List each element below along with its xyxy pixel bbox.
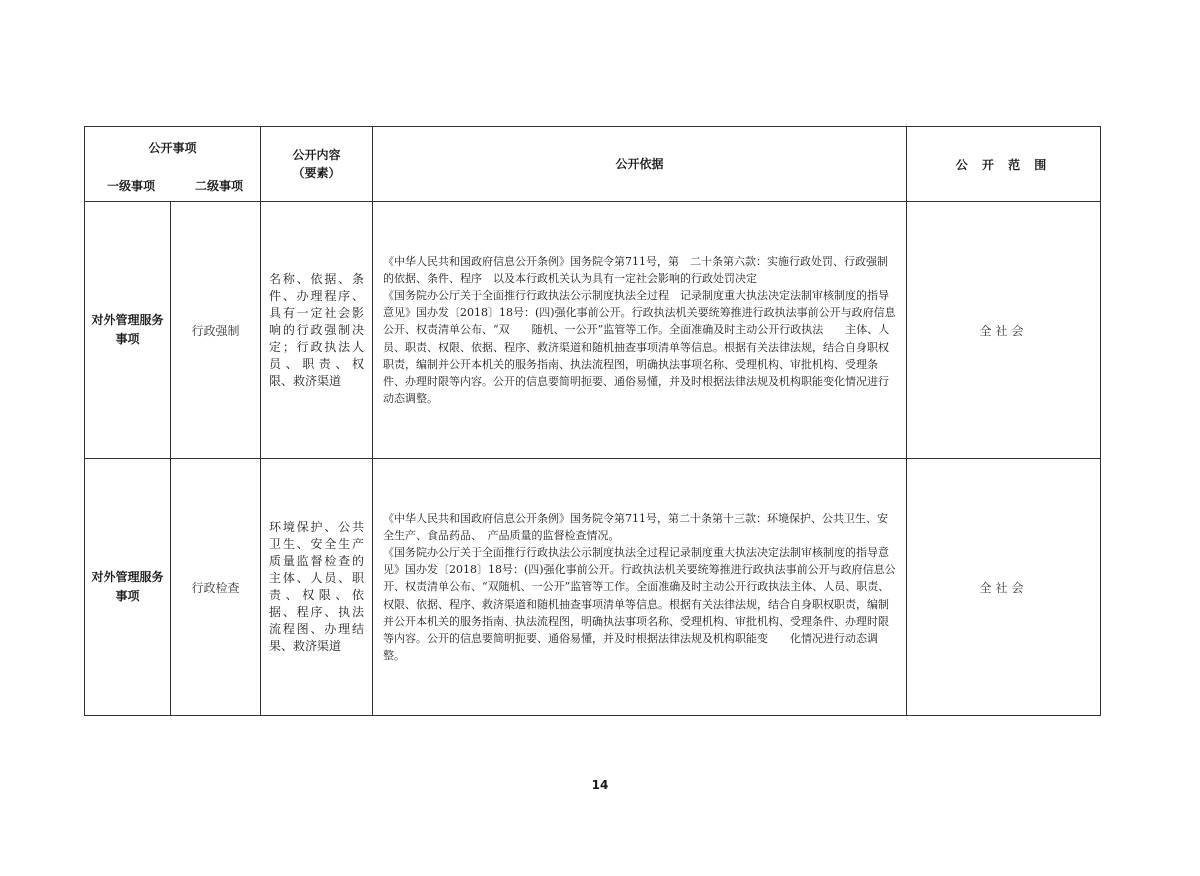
header-scope: 公 开 范 围 — [907, 127, 1101, 202]
row-basis — [373, 202, 907, 459]
header-content-line2: （要素） — [292, 166, 341, 180]
table-header-row — [85, 127, 1101, 202]
header-basis: 公开依据 — [373, 127, 907, 202]
header-content — [261, 127, 373, 202]
header-disclosure-items — [85, 127, 261, 202]
page-number: 14 — [591, 778, 609, 792]
basis-paragraph: 《国务院办公厅关于全面推行行政执法公示制度执法全过程 记录制度重大执法决定法制审核制度的指导意见》国办发〔2018〕18号：(四)强化事前公开。行政执法机关要统筹推进行政执法事前公开与政府信息公开、权责清单公布、“双 随机、一公开”监管等工作。全面准确及时主动公开行政执法 主体、人员、职责、权限、依据、程序、救济渠道和随机抽查事项清单等信息。根据有关法律法规，结合自身职权职责，编制并公开本机关的服务指南、执法流程图，明确执法事项名称、受理机构、审批机构、受理条件、办理时限等内容。公开的信息要简明扼要、通俗易懂，并及时根据法律法规及机构职能变化情况进行动态调整。 — [383, 288, 896, 406]
table-row — [85, 202, 1101, 459]
table-row — [85, 459, 1101, 716]
row-elements: 名称、依据、条件、办理程序、具有一定社会影响的行政强制决定；行政执法人员、职责、权限、救济渠道 — [261, 202, 373, 459]
row-level1: 对外管理服务事项 — [85, 202, 171, 459]
row-level1: 对外管理服务事项 — [85, 459, 171, 716]
disclosure-table — [84, 126, 1101, 716]
header-level2: 二级事项 — [194, 179, 243, 193]
header-content-line1: 公开内容 — [292, 148, 341, 162]
row-scope: 全社会 — [907, 459, 1101, 716]
header-group-title: 公开事项 — [148, 141, 197, 155]
basis-paragraph: 《中华人民共和国政府信息公开条例》国务院令第711号，第 二十条第六款：实施行政处罚、行政强制的依据、条件、程序 以及本行政机关认为具有一定社会影响的行政处罚决定 — [383, 254, 888, 285]
row-level2: 行政检查 — [171, 459, 261, 716]
basis-paragraph: 《中华人民共和国政府信息公开条例》国务院令第711号，第二十条第十三款：环境保护、公共卫生、安全生产、食品药品、 产品质量的监督检查情况。 — [383, 511, 888, 542]
row-elements: 环境保护、公共卫生、安全生产质量监督检查的主体、人员、职责、权限、依据、程序、执法流程图、办理结果、救济渠道 — [261, 459, 373, 716]
row-scope: 全社会 — [907, 202, 1101, 459]
basis-paragraph: 《国务院办公厅关于全面推行行政执法公示制度执法全过程记录制度重大执法决定法制审核制度的指导意见》国办发〔2018〕18号：(四)强化事前公开。行政执法机关要统筹推进行政执法事前公开与政府信息公开、权责清单公布、“双随机、一公开”监管等工作。全面准确及时主动公开行政执法主体、人员、职责、权限、依据、程序、救济渠道和随机抽查事项清单等信息。根据有关法律法规，结合自身职权职责，编制并公开本机关的服务指南、执法流程图，明确执法事项名称、受理机构、审批机构、受理条件、办理时限等内容。公开的信息要简明扼要、通俗易懂，并及时根据法律法规及机构职能变 化情况进行动态调整。 — [383, 545, 896, 663]
row-level2: 行政强制 — [171, 202, 261, 459]
header-level1: 一级事项 — [106, 179, 155, 193]
row-basis — [373, 459, 907, 716]
